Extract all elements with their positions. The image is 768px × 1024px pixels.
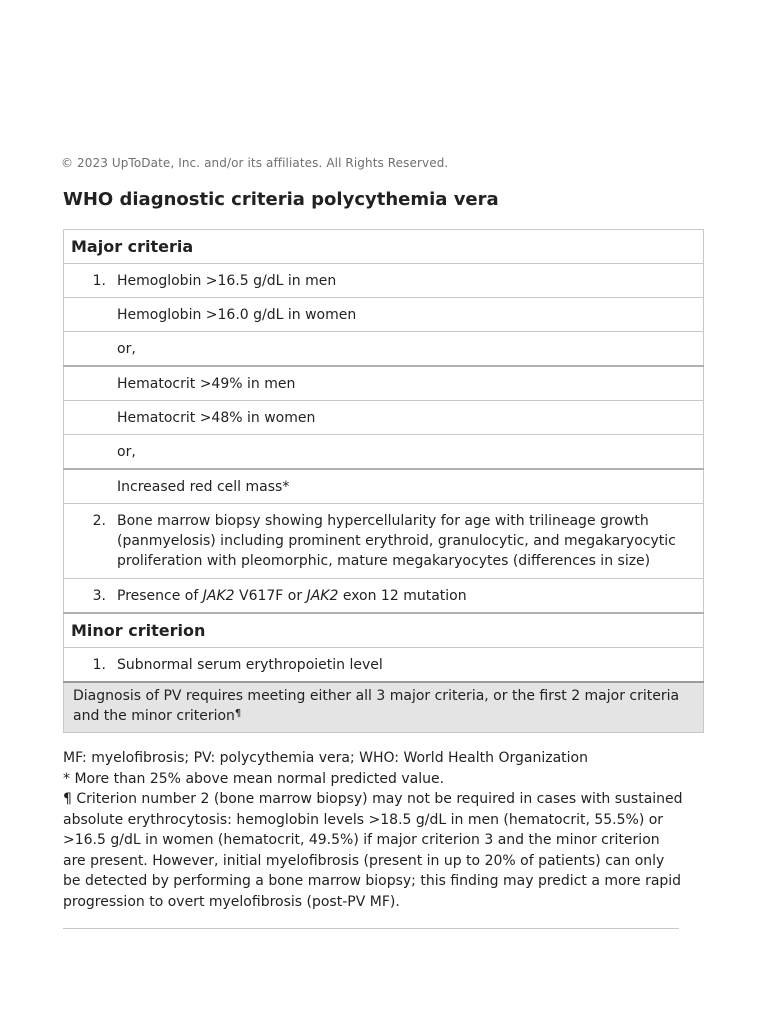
text-fragment: exon 12 mutation [338,587,467,604]
section-header-major [64,230,704,264]
criterion-text: Hemoglobin >16.5 g/dL in men [117,272,337,289]
page-title: WHO diagnostic criteria polycythemia vera [63,189,499,210]
criteria-table [63,229,704,733]
criterion-text: Increased red cell mass* [117,478,290,495]
criterion-number: 1. [92,272,106,289]
text-fragment: V617F or [234,587,307,604]
table-row [64,435,704,470]
table-row [64,401,704,435]
criterion-number: 1. [92,656,106,673]
criterion-text [106,586,703,606]
criterion-text: or, [117,443,136,460]
gene-name: JAK2 [202,587,235,604]
text-fragment: Presence of [117,587,203,604]
table-row [64,332,704,367]
criterion-text: Hematocrit >48% in women [117,409,316,426]
criterion-text: Hematocrit >49% in men [117,375,296,392]
note-text: Diagnosis of PV requires meeting either all 3 major criteria, or the first 2 major criteria and the minor criterion [73,688,680,724]
criterion-number: 3. [92,587,106,604]
criterion-number: 2. [92,513,106,529]
footnote-mark: ¶ [234,708,242,719]
footnotes [63,748,683,912]
criterion-text: or, [117,340,136,357]
table-row [64,504,704,579]
diagnosis-note-row [64,682,704,733]
criterion-text: Hemoglobin >16.0 g/dL in women [117,306,357,323]
minor-criterion-heading: Minor criterion [64,613,704,648]
table-row [64,469,704,504]
table-row [64,579,704,614]
gene-name: JAK2 [306,587,339,604]
table-row [64,648,704,683]
table-row [64,298,704,332]
criterion-text: Subnormal serum erythropoietin level [117,656,383,673]
footnote-pilcrow: ¶ Criterion number 2 (bone marrow biopsy) may not be required in cases with sustained absolute erythrocytosis: hemoglobin levels >18.5 g/dL in men (hematocrit, 55.5%) or >16.5 g/dL in women (hematocrit, 49.5%) if major criterion 3 and the minor criterion are present. However, initial myelofibrosis (present in up to 20% of patients) can only be detected by performing a bone marrow biopsy; this finding may predict a more rapid progression to overt myelofibrosis (post-PV MF). [63,791,683,910]
diagnosis-note [64,682,704,733]
footnote-abbreviations: MF: myelofibrosis; PV: polycythemia vera; WHO: World Health Organization [63,750,588,766]
table-row [64,264,704,298]
section-header-minor [64,613,704,648]
table-row [64,366,704,401]
divider [63,928,679,929]
footnote-asterisk: * More than 25% above mean normal predicted value. [63,770,445,787]
criterion-text: Bone marrow biopsy showing hypercellularity for age with trilineage growth (panmyelosis) including prominent erythroid, granulocytic, and megakaryocytic proliferation with pleomorphic, mature megakaryocytes (differences in size) [117,513,676,569]
major-criteria-heading: Major criteria [64,230,704,264]
copyright-notice: © 2023 UpToDate, Inc. and/or its affiliates. All Rights Reserved. [61,156,449,170]
